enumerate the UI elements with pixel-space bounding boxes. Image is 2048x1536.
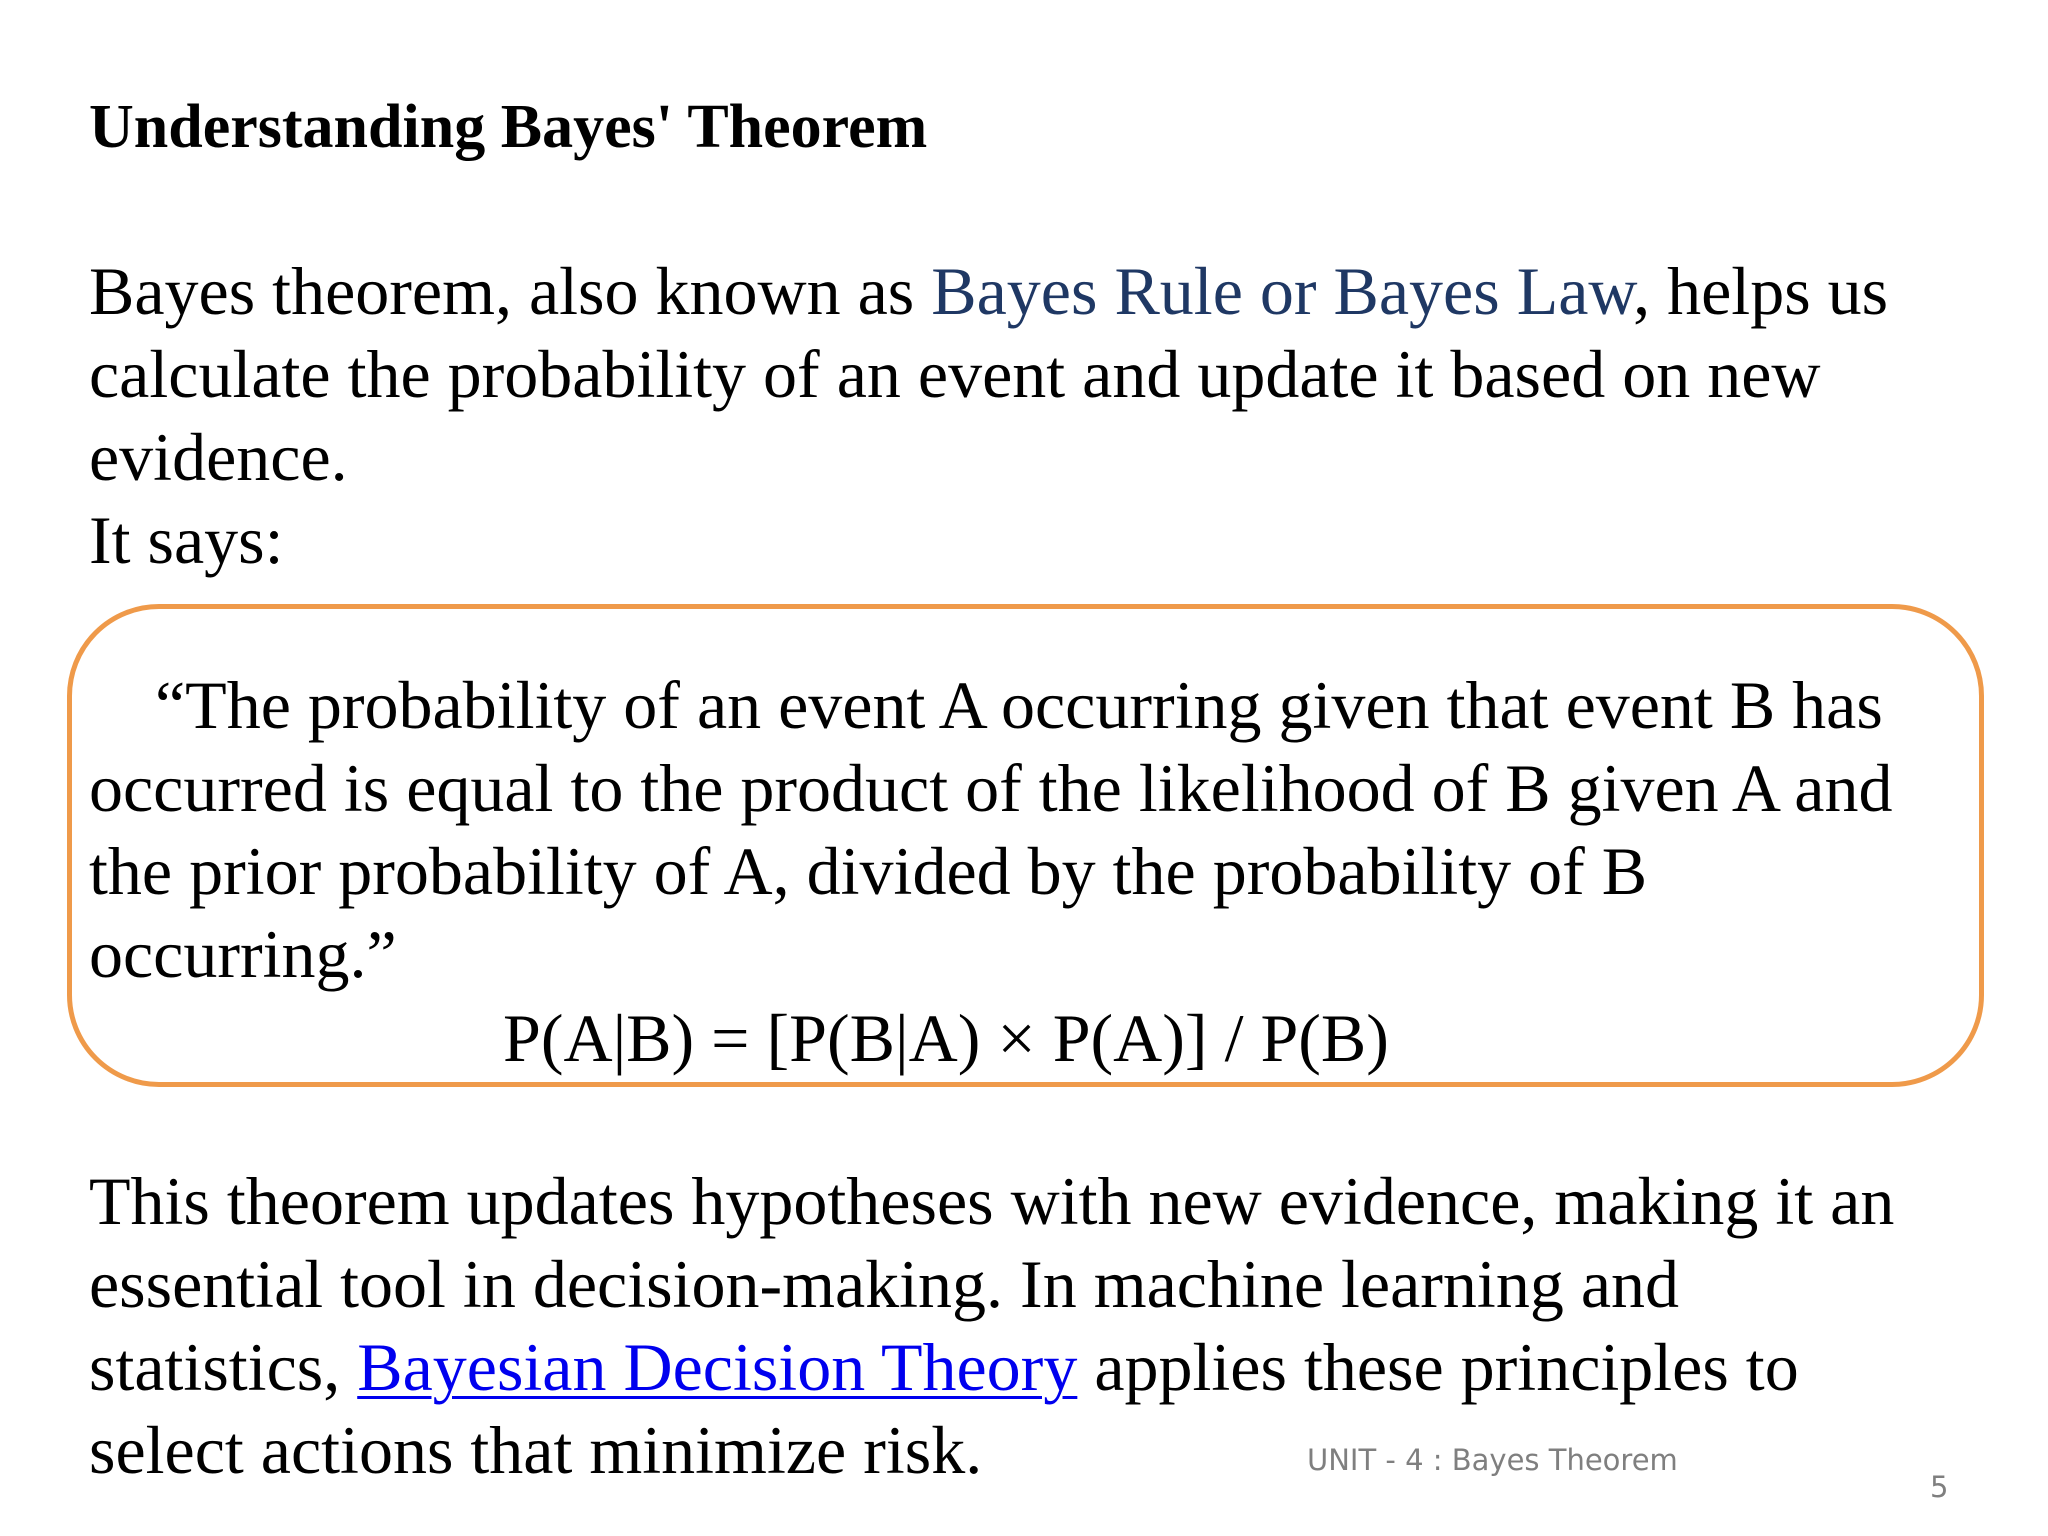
closing-paragraph: [89, 1160, 1989, 1492]
quote-line-4: occurring.”: [89, 916, 397, 992]
intro-line-1: [89, 250, 1989, 333]
intro-paragraph: [89, 250, 1989, 582]
bayes-formula: P(A|B) = [P(B|A) × P(A)] / P(B): [503, 1000, 1389, 1076]
closing-text-start: statistics,: [89, 1329, 358, 1405]
intro-text-start: Bayes theorem, also known as: [89, 253, 932, 329]
page-number: 5: [1930, 1470, 1949, 1504]
closing-line-4: select actions that minimize risk.: [89, 1412, 983, 1488]
intro-line-3: evidence.: [89, 419, 348, 495]
theorem-quote: [89, 664, 1989, 996]
quote-line-3: the prior probability of A, divided by the probability of B: [89, 833, 1648, 909]
closing-text-end: applies these principles to: [1077, 1329, 1799, 1405]
closing-line-3: [89, 1326, 1989, 1409]
closing-line-1: This theorem updates hypotheses with new evidence, making it an: [89, 1163, 1895, 1239]
bayes-rule-alias: Bayes Rule or Bayes Law: [931, 253, 1634, 329]
intro-line-2: calculate the probability of an event and update it based on new: [89, 336, 1821, 412]
quote-line-1: “The probability of an event A occurring given that event B has: [155, 667, 1883, 743]
quote-line-2: occurred is equal to the product of the likelihood of B given A and: [89, 750, 1893, 826]
slide-title: Understanding Bayes' Theorem: [89, 93, 928, 161]
closing-line-2: essential tool in decision-making. In machine learning and: [89, 1246, 1679, 1322]
intro-line-4: It says:: [89, 502, 284, 578]
bayesian-decision-theory-link[interactable]: Bayesian Decision Theory: [357, 1329, 1078, 1405]
slide-footer: UNIT - 4 : Bayes Theorem: [1307, 1443, 1678, 1477]
intro-text-end: , helps us: [1633, 253, 1889, 329]
